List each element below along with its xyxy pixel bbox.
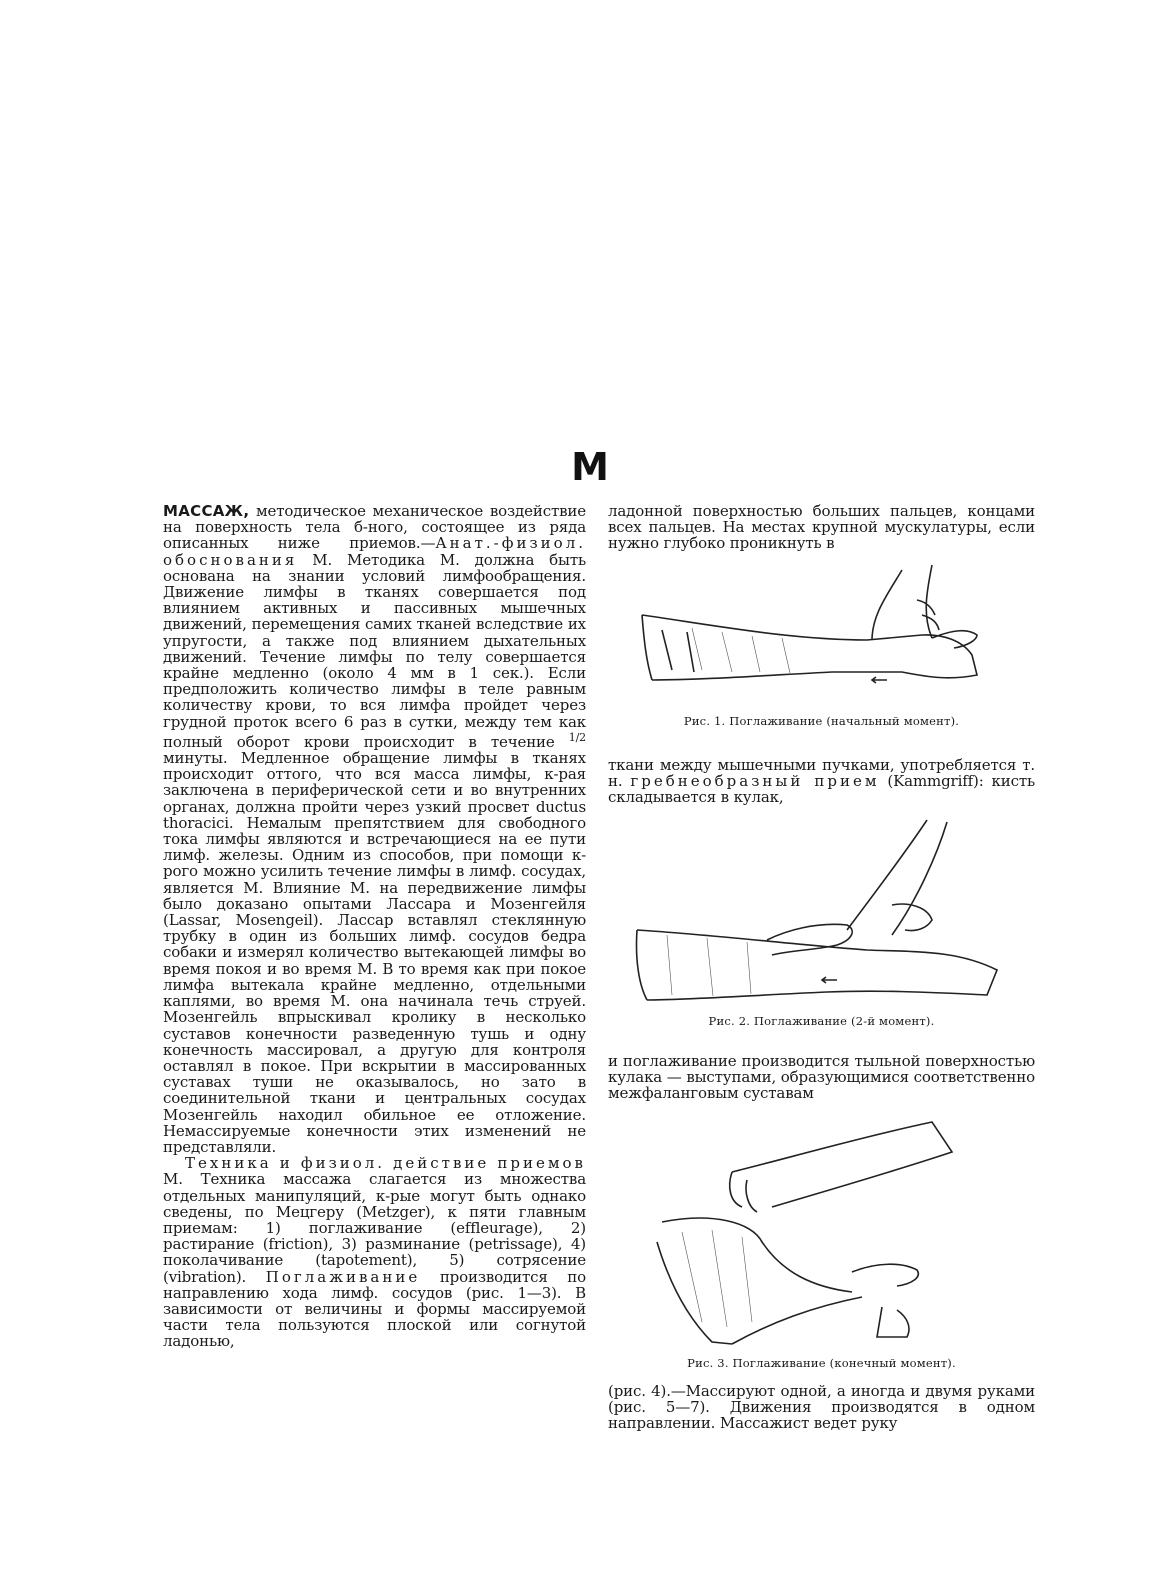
- right-column-text-3: [608, 1053, 1035, 1102]
- right-column-text-2: [608, 757, 1035, 806]
- paragraph-text: М. Техника массажа слагается из множества отдельных манипуляций, к-рые могут быть однако сведены, по Мецгеру (Metzger), к пяти главным приемам: 1) поглаживание (effleurage), 2) растирание (friction), 3) разминание (petrissage), 4) поколачивание (tapotement), 5) сотрясение (vibration).: [163, 1170, 586, 1286]
- fraction: 1/2: [568, 730, 586, 744]
- arm-massage-illustration-icon: [627, 810, 1017, 1010]
- right-column-text-4: [608, 1383, 1035, 1432]
- paragraph-text: минуты. Медленное обращение лимфы в тканях происходит оттого, что вся масса лимфы, к-рая заключена в периферической сети и во внутренних органах, должна пройти через узкий просвет ductus thoracici. Немалым препятствием для свободного тока лимфы являются и встречающиеся на ее пути лимф. железы. Одним из способов, при помощи к-рого можно усилить течение лимфы в лимф. сосудах, является М. Влияние М. на передвижение лимфы было доказано опытами Лассара и Мозенгейля (Lassar, Mosengeil). Лассар вставлял стеклянную трубку в один из больших лимф. сосудов бедра собаки и измерял количество вытекающей лимфы во время покоя и во время М. В то время как при покое лимфа вытекала крайне медленно, отдельными каплями, во время М. она начинала течь струей. Мозенгейль впрыскивал кролику в несколько суставов конечности разведенную тушь и одну конечность массировал, а другую для контроля оставлял в покое. При вскрытии в массированных суставах туши не оказывалось, но зато в соединительной ткани и центральных сосудах Мозенгейль находил обильное ее отложение. Немассируемые конечности этих изменений не представляли.: [163, 749, 586, 1156]
- paragraph-text: ладонной поверхностью больших пальцев, концами всех пальцев. На местах крупной мускулатуры, если нужно глубоко проникнуть в: [608, 502, 1035, 553]
- paragraph-text: (Kammgriff): кисть складывается в кулак,: [608, 772, 1036, 807]
- figure-caption: Рис. 2. Поглаживание (2-й момент).: [708, 1014, 935, 1028]
- spaced-heading: Анат.-физиол. обоснования: [163, 534, 586, 569]
- paragraph-text: и поглаживание производится тыльной поверхностью кулака — выступами, образующимися соответственно межфаланговым суставам: [608, 1052, 1035, 1103]
- paragraph-text: М. Методика М. должна быть основана на знании условий лимфообращения. Движение лимфы в тканях совершается под влиянием активных и пассивных мышечных движений, перемещения самих тканей вследствие их упругости, а также под влиянием дыхательных движений. Течение лимфы по телу совершается крайне медленно (около 4 мм в 1 сек.). Если предположить количество лимфы в теле равным количеству крови, то вся лимфа пройдет через грудной проток всего 6 раз в сутки, между тем как полный оборот крови происходит в течение: [163, 550, 586, 751]
- paragraph-text: ткани между мышечными пучками, употребляется т. н.: [608, 756, 1035, 791]
- left-column: [163, 503, 586, 1350]
- headword: МАССАЖ,: [163, 502, 250, 520]
- figure-caption: Рис. 3. Поглаживание (конечный момент).: [687, 1356, 956, 1370]
- section-letter: М: [571, 445, 609, 489]
- figure-2: [608, 810, 1035, 1028]
- arm-massage-illustration-icon: [632, 560, 1012, 710]
- spaced-heading: Поглаживание: [265, 1267, 421, 1286]
- spaced-heading: Техника и физиол. действие приемов: [185, 1154, 586, 1173]
- figure-caption: Рис. 1. Поглаживание (начальный момент).: [683, 714, 960, 728]
- right-column-text-1: [608, 503, 1035, 552]
- arm-massage-illustration-icon: [632, 1112, 1012, 1352]
- paragraph-text: [608, 757, 1035, 806]
- paragraph-text: (рис. 4).—Массируют одной, а иногда и двумя руками (рис. 5—7). Движения производятся в одном направлении. Массажист ведет руку: [608, 1382, 1035, 1433]
- figure-1: [608, 560, 1035, 728]
- spaced-heading: гребнеобразный прием: [630, 772, 880, 791]
- paragraph-text: методическое механическое воздействие на поверхность тела б-ного, состоящее из ряда описанных ниже приемов.—: [163, 502, 586, 553]
- figure-3: [608, 1112, 1035, 1370]
- paragraph-technique: [163, 1155, 586, 1349]
- paragraph-anatomy: [163, 503, 586, 1155]
- paragraph-text: производится по направлению хода лимф. сосудов (рис. 1—3). В зависимости от величины и формы массируемой части тела пользуются плоской или согнутой ладонью,: [163, 1267, 586, 1351]
